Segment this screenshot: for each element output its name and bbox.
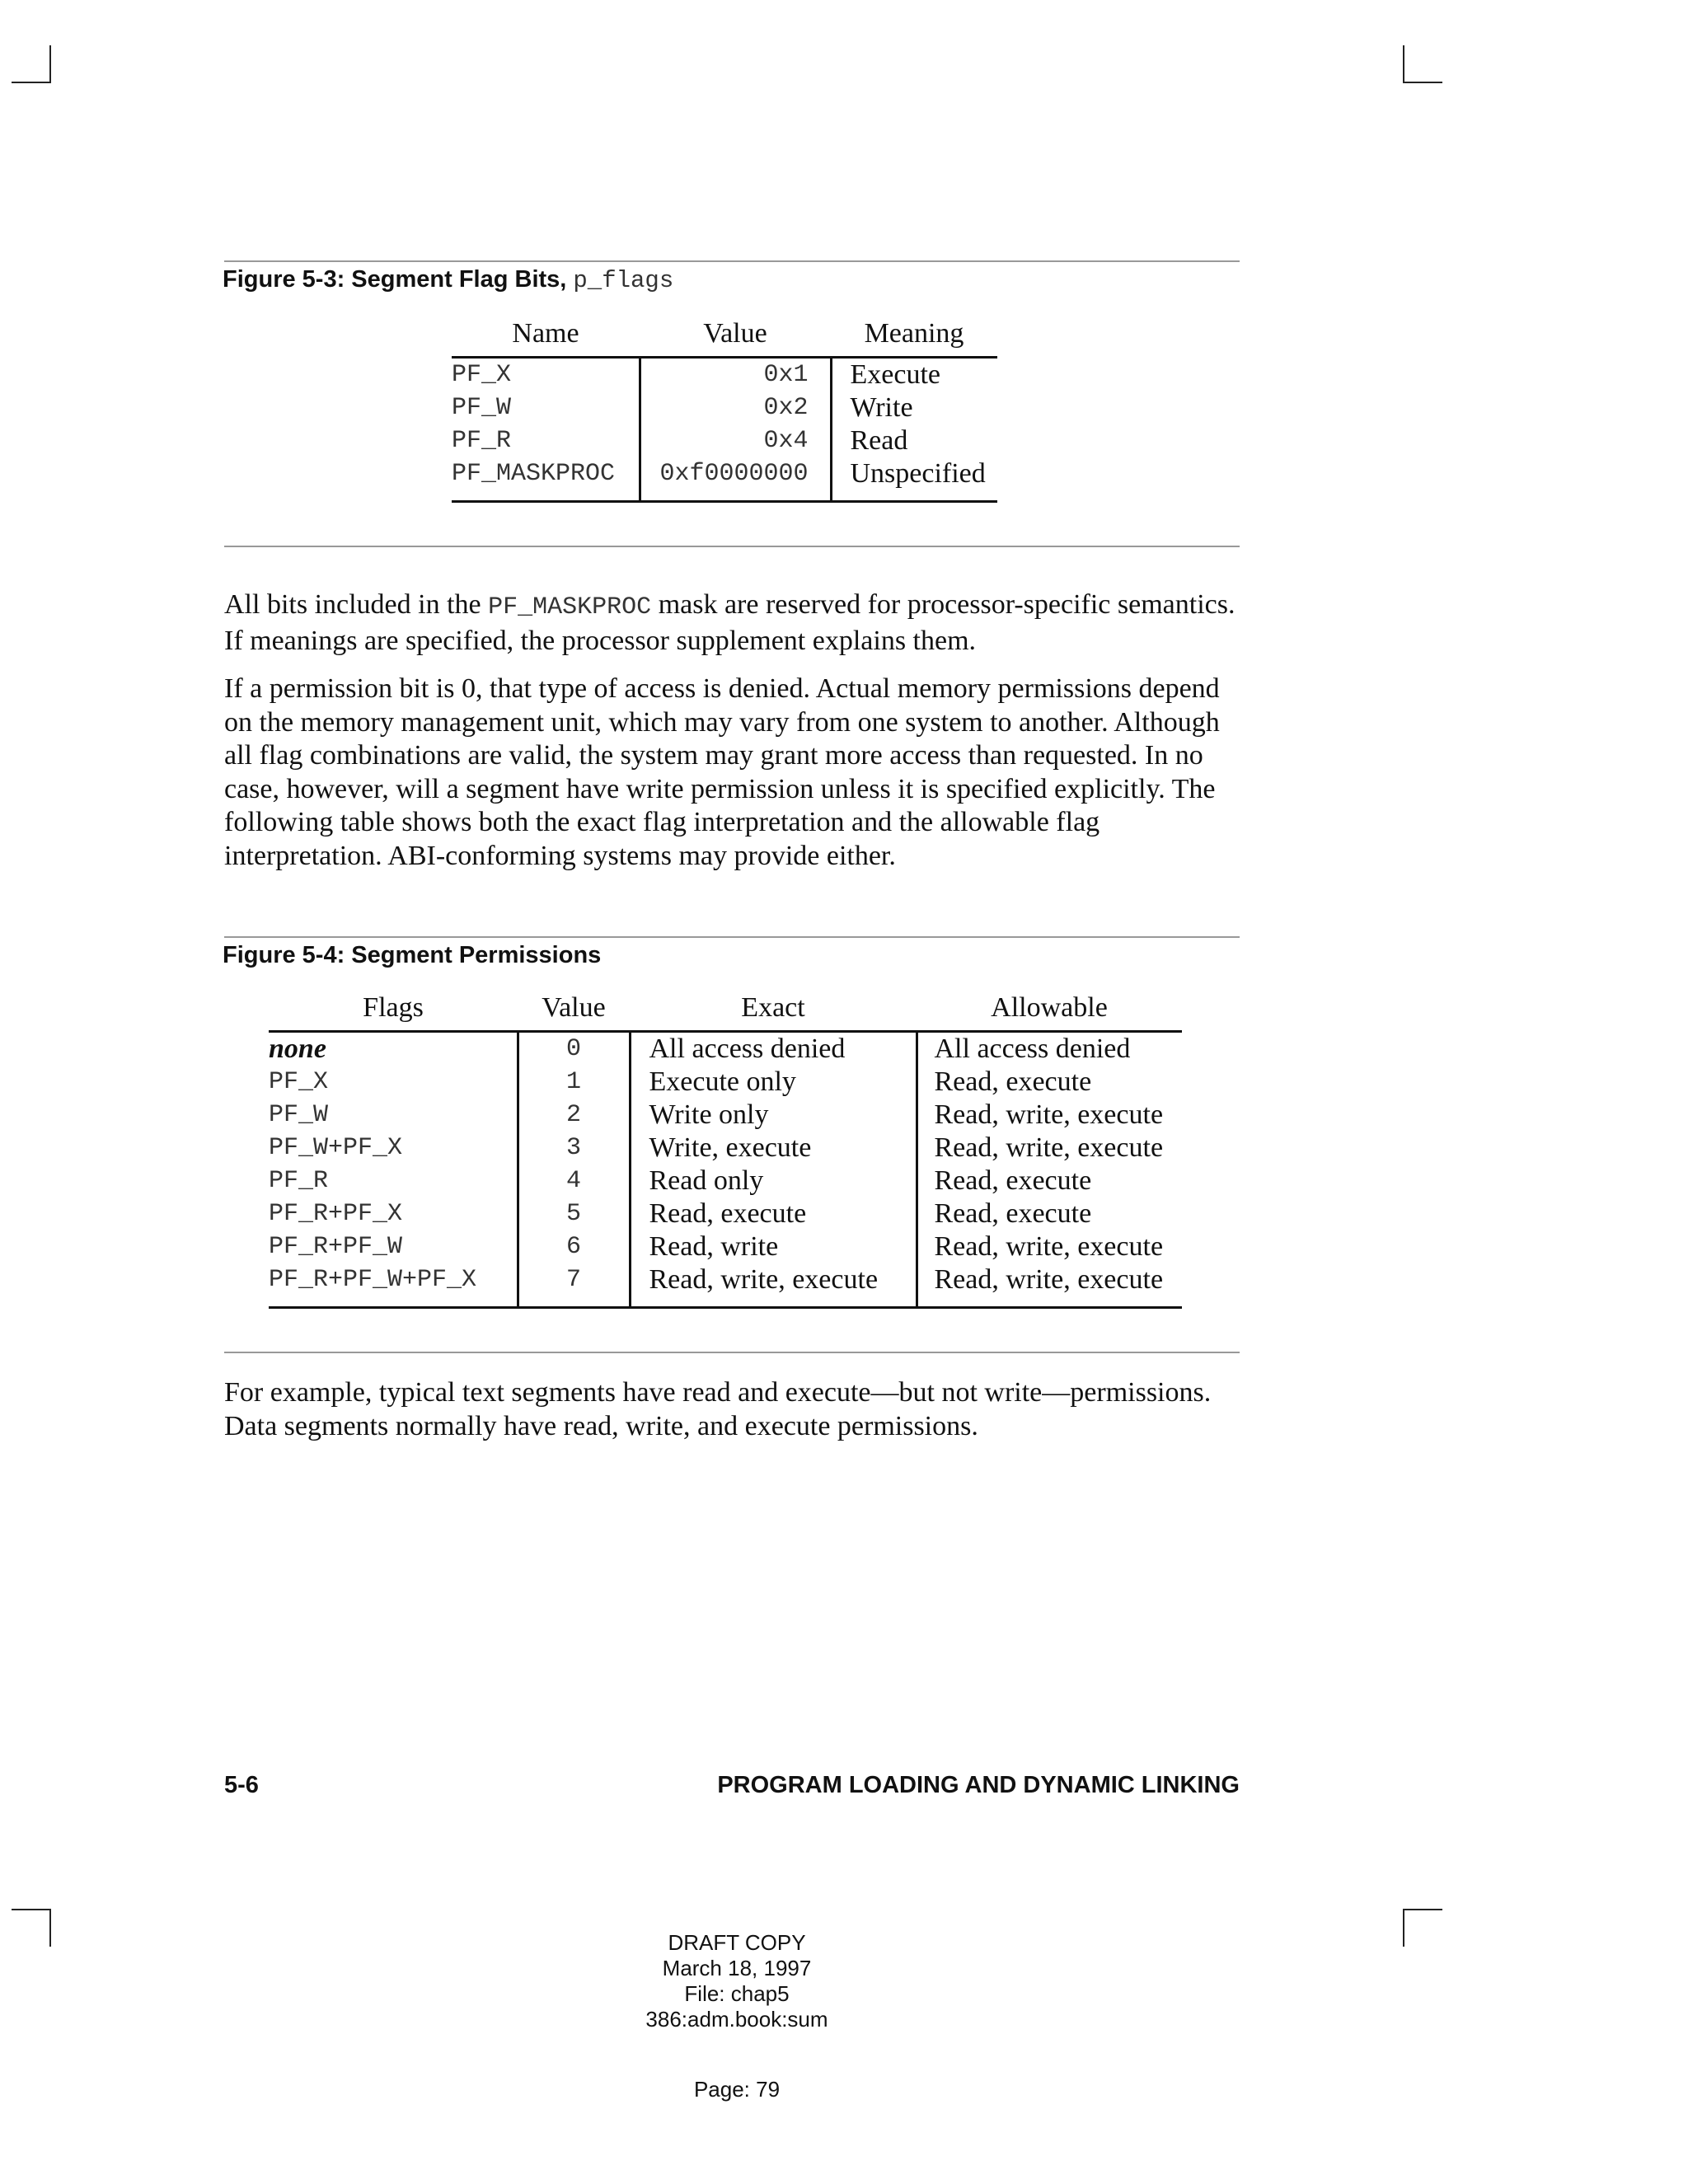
- inline-code: PF_MASKPROC: [488, 593, 652, 621]
- exact-cell: Execute only: [630, 1066, 917, 1099]
- flag-meaning: Execute: [850, 359, 940, 390]
- paragraph-example: For example, typical text segments have read and execute—but not write—permissions. Data segments normally have read, write, and execute permissions.: [224, 1377, 1212, 1441]
- crop-mark-bottom-left-h: [12, 1909, 51, 1910]
- body-text-2: [224, 1376, 1246, 1458]
- flags-cell: none: [269, 1032, 518, 1066]
- allowable-cell: Read, execute: [934, 1066, 1092, 1097]
- table-row: [269, 1066, 1182, 1099]
- allowable-cell: Read, execute: [934, 1165, 1092, 1196]
- figure2-top-rule: [224, 936, 1240, 938]
- crop-mark-top-right-v: [1403, 45, 1404, 83]
- flag-name: PF_W: [452, 391, 640, 424]
- segment-permissions-table: [269, 989, 1182, 1309]
- allowable-cell: Read, execute: [934, 1198, 1092, 1229]
- value-cell: 1: [518, 1066, 630, 1099]
- table-row: [269, 1099, 1182, 1132]
- draft-page-number: Page: 79: [693, 2077, 781, 2102]
- flags-cell: PF_X: [269, 1066, 518, 1099]
- allowable-cell: Read, write, execute: [934, 1099, 1164, 1130]
- chapter-title: PROGRAM LOADING AND DYNAMIC LINKING: [717, 1772, 1240, 1798]
- table-row: [269, 1032, 1182, 1066]
- figure1-caption: [223, 266, 673, 294]
- table-row: [452, 358, 997, 392]
- paragraph-permissions: If a permission bit is 0, that type of access is denied. Actual memory permissions depend on the memory management unit, which may vary from one system to another. Although all flag combinations are valid, the system may grant more access than requested. In no case, however, will a segment have write permission unless it is specified explicitly. The following table shows both the exact flag interpretation and the allowable flag interpretation. ABI-conforming systems may provide either.: [224, 673, 1220, 871]
- crop-mark-bottom-right-h: [1403, 1909, 1442, 1910]
- flag-name: PF_R: [452, 424, 640, 457]
- flag-meaning: Write: [850, 392, 913, 423]
- exact-cell: All access denied: [630, 1032, 917, 1066]
- exact-cell: Read, execute: [630, 1197, 917, 1230]
- table-row: [452, 424, 997, 457]
- draft-copy-label: DRAFT COPY: [668, 1930, 806, 1955]
- draft-stamp: [0, 1930, 1581, 2032]
- segment-flag-bits-table: [452, 315, 997, 503]
- value-cell: 2: [518, 1099, 630, 1132]
- table-row: [269, 1165, 1182, 1197]
- flag-value: 0x1: [640, 358, 831, 392]
- table-row: [269, 1230, 1182, 1263]
- draft-file: File: chap5: [684, 1981, 790, 2006]
- body-text-1: [224, 588, 1246, 888]
- figure1-top-rule: [224, 260, 1240, 262]
- flag-value: 0xf0000000: [640, 457, 831, 502]
- crop-mark-top-right-h: [1403, 82, 1442, 83]
- figure1-bottom-rule: [224, 546, 1240, 547]
- flag-name: PF_X: [452, 358, 640, 392]
- figure1-caption-title: Figure 5-3: Segment Flag Bits,: [223, 266, 567, 293]
- crop-mark-top-left-h: [12, 82, 51, 83]
- page-number-label: 5-6: [224, 1772, 259, 1798]
- value-cell: 0: [518, 1032, 630, 1066]
- flag-value: 0x4: [640, 424, 831, 457]
- flags-cell: PF_R+PF_W: [269, 1230, 518, 1263]
- crop-mark-top-left-v: [49, 45, 51, 83]
- flags-cell: PF_R+PF_W+PF_X: [269, 1263, 518, 1308]
- flag-meaning: Read: [850, 425, 908, 456]
- col-header-meaning: Meaning: [831, 315, 997, 358]
- exact-cell: Write only: [630, 1099, 917, 1132]
- exact-cell: Read, write, execute: [630, 1263, 917, 1308]
- figure1-caption-code: p_flags: [573, 267, 674, 294]
- value-cell: 5: [518, 1197, 630, 1230]
- value-cell: 7: [518, 1263, 630, 1308]
- figure2-bottom-rule: [224, 1352, 1240, 1353]
- flags-cell: PF_W: [269, 1099, 518, 1132]
- table-row: [269, 1132, 1182, 1165]
- flags-cell: PF_W+PF_X: [269, 1132, 518, 1165]
- table-row: [269, 1197, 1182, 1230]
- table-row: [452, 391, 997, 424]
- allowable-cell: Read, write, execute: [934, 1132, 1164, 1163]
- value-cell: 4: [518, 1165, 630, 1197]
- exact-cell: Read, write: [630, 1230, 917, 1263]
- flag-value: 0x2: [640, 391, 831, 424]
- col-header-value: Value: [518, 989, 630, 1032]
- flag-meaning: Unspecified: [831, 457, 997, 502]
- value-cell: 3: [518, 1132, 630, 1165]
- figure2-caption: Figure 5-4: Segment Permissions: [223, 942, 602, 968]
- flags-cell: PF_R: [269, 1165, 518, 1197]
- allowable-cell: Read, write, execute: [917, 1263, 1182, 1308]
- allowable-cell: All access denied: [934, 1033, 1131, 1064]
- page-footer: [224, 1772, 1240, 1799]
- col-header-value: Value: [640, 315, 831, 358]
- table-row: [452, 457, 997, 502]
- col-header-flags: Flags: [269, 989, 518, 1032]
- col-header-allowable: Allowable: [917, 989, 1182, 1032]
- value-cell: 6: [518, 1230, 630, 1263]
- table-row: [269, 1263, 1182, 1308]
- exact-cell: Write, execute: [630, 1132, 917, 1165]
- allowable-cell: Read, write, execute: [934, 1231, 1164, 1262]
- draft-book: 386:adm.book:sum: [645, 2007, 828, 2032]
- col-header-exact: Exact: [630, 989, 917, 1032]
- exact-cell: Read only: [630, 1165, 917, 1197]
- paragraph-maskproc: All bits included in the PF_MASKPROC mask are reserved for processor-specific semantics. If meanings are specified, the processor supplement explains them.: [224, 589, 1236, 656]
- col-header-name: Name: [452, 315, 640, 358]
- draft-date: March 18, 1997: [662, 1956, 812, 1980]
- flags-cell: PF_R+PF_X: [269, 1197, 518, 1230]
- flag-name: PF_MASKPROC: [452, 457, 640, 502]
